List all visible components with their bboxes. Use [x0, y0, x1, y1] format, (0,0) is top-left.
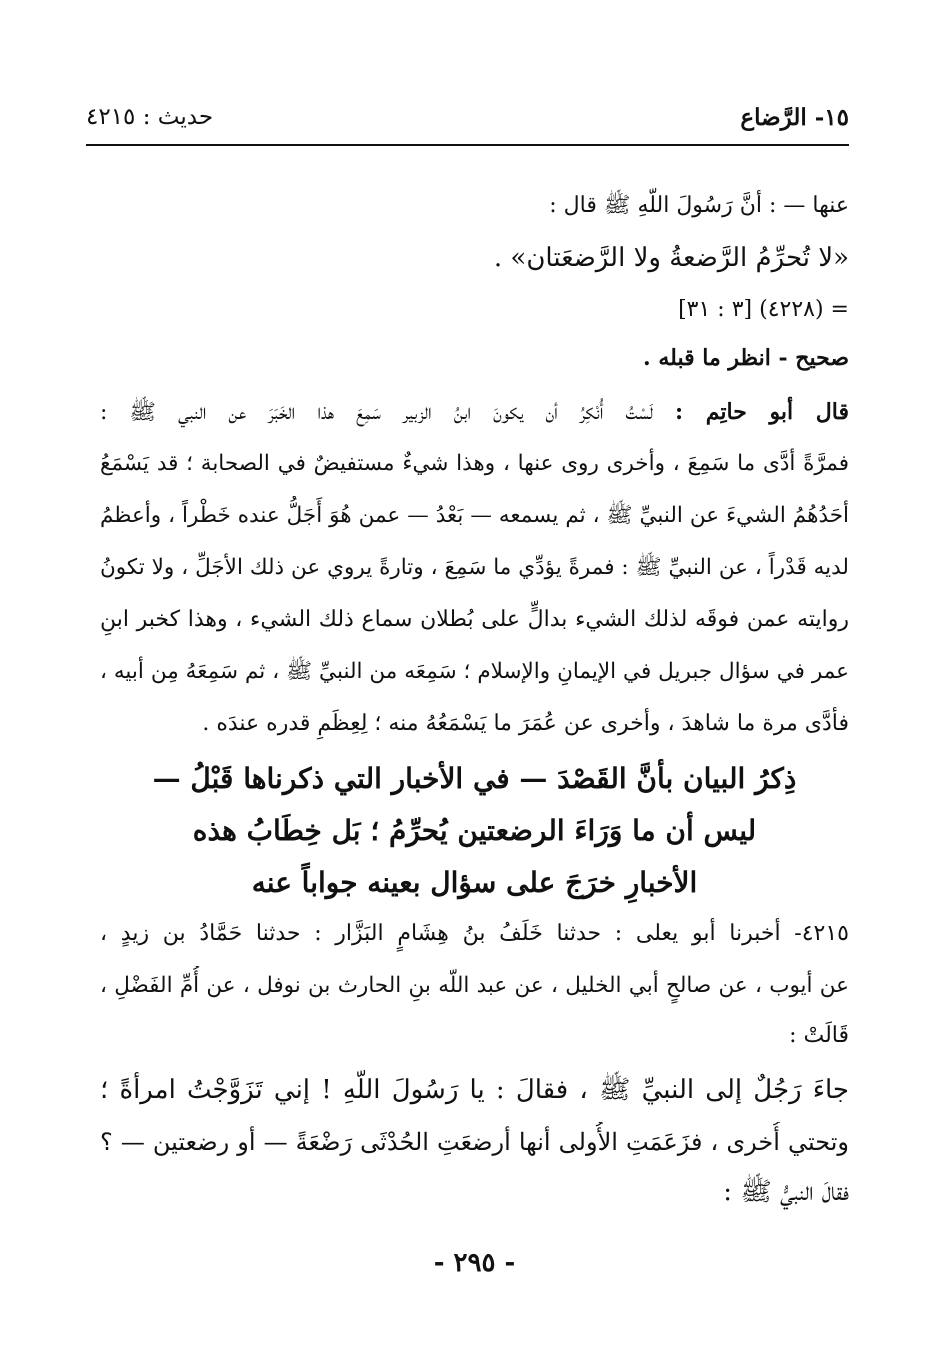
isnad-line: عن أيوب ، عن صالحٍ أبي الخليل ، عن عبد اللّه بنِ الحارث بن نوفل ، عن أُمِّ الفَضْلِ ، [100, 973, 849, 998]
section-heading-line: الأخبارِ خرَجَ على سؤال بعينه جواباً عنه [251, 866, 698, 899]
page-header [86, 100, 849, 140]
text-line: فمرَّةً أدَّى ما سَمِعَ ، وأخرى روى عنها ، وهذا شيءٌ مستفيضٌ في الصحابة ؛ قد يَسْمَعُ [100, 451, 849, 476]
matn-line: وتحتي أُخرى ، فزَعَمَتِ الأُولى أنها أرضعَتِ الحُدْثَى رَضْعَةً — أو رضعتين — ؟ [100, 1128, 849, 1156]
text-line: أحَدُهُمُ الشيءَ عن النبيِّ ﷺ ، ثم يسمعه — بَعْدُ — عمن هُوَ أَجَلُّ عنده خَطْراً ، وأعظمُ [100, 503, 849, 528]
header-rule [86, 144, 849, 146]
chapter-title: ١٥- الرَّضاع [740, 104, 849, 131]
isnad-line: ٤٢١٥- أخبرنا أبو يعلى : حدثنا خَلَفُ بنُ هِشَامٍ البَزَّار : حدثنا حَمَّادُ بن زيدٍ ، [100, 921, 849, 946]
text-line: فأدَّى مرة ما شاهدَ ، وأخرى عن عُمَرَ ما يَسْمَعُهُ منه ؛ لِعِظَمِ قدره عندَه . [202, 711, 849, 736]
text-line: = (٤٢٢٨) [٣ : ٣١] [678, 297, 849, 322]
text-line [100, 392, 849, 433]
text-line: عنها — : أنَّ رَسُولَ اللّهِ ﷺ قال : [549, 193, 849, 218]
page-number: - ٢٩٥ - [433, 1248, 516, 1278]
text-line: عمر في سؤال جبريل في الإيمانِ والإسلام ؛ سَمِعَه من النبيِّ ﷺ ، ثم سَمِعَهُ مِن أبيه ، [100, 659, 849, 684]
grading-line: صحيح - انظر ما قبله . [643, 345, 849, 371]
abu-hatim-text: لَسْتُ أُنْكِرُ أن يكونَ ابنُ الزبير سَمِعَ هذا الخَبَرَ عن النبي ﷺ : [100, 400, 653, 425]
matn-line: فقالَ النبيُّ ﷺ : [723, 1177, 849, 1207]
hadith-reference: حديث : ٤٢١٥ [86, 104, 214, 130]
matn-line: جاءَ رَجُلٌ إلى النبيِّ ﷺ ، فقالَ : يا رَسُولَ اللّهِ ! إني تَزَوَّجْتُ امرأةً ؛ [100, 1075, 849, 1105]
section-heading-line: ليس أن ما وَرَاءَ الرضعتين يُحرِّمُ ؛ بَل خِطَابُ هذه [192, 814, 757, 847]
isnad-line: قَالَتْ : [789, 1023, 849, 1048]
abu-hatim-lead: قال أبو حاتِم : [674, 399, 849, 425]
text-line: «لا تُحرِّمُ الرَّضعةُ ولا الرَّضعَتان» . [493, 243, 849, 273]
section-heading-line: ذِكرُ البيان بأنَّ القَصْدَ — في الأخبار التي ذكرناها قَبْلُ — [152, 762, 797, 795]
text-line: روايته عمن فوقَه لذلك الشيء بدالٍّ على بُطلان سماع ذلك الشيء ، وهذا كخبر ابنِ [100, 607, 849, 632]
text-line: لديه قَدْراً ، عن النبيِّ ﷺ : فمرةً يؤدِّي ما سَمِعَ ، وتارةً يروي عن ذلك الأجَلِّ ، ولا تكونُ [100, 555, 849, 580]
